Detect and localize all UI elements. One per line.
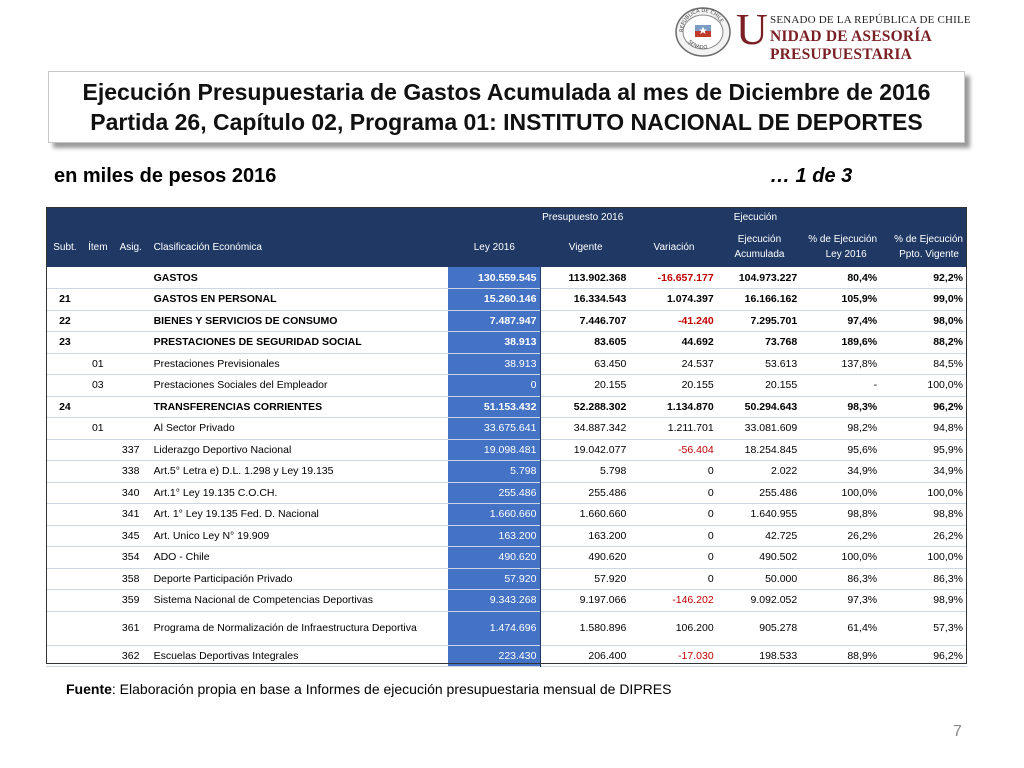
cell-vigente: 7.446.707: [579, 314, 627, 327]
cell-asig: 340: [121, 486, 140, 499]
cell-clasificacion: Al Sector Privado: [153, 422, 235, 435]
col-ley: Ley 2016: [448, 227, 541, 267]
table-body: [46, 267, 967, 667]
cell-item: [84, 525, 112, 547]
cell-ejecucion: 50.294.643: [744, 400, 798, 413]
cell-clasificacion: Deporte Participación Privado: [153, 572, 293, 585]
cell-asig: [112, 332, 150, 354]
cell-variacion: 1.074.397: [666, 293, 714, 306]
cell-ley: 1.660.660: [448, 504, 541, 526]
cell-item: [84, 332, 112, 354]
cell-variacion: -146.202: [672, 594, 714, 607]
cell-asig: 337: [121, 443, 140, 456]
cell-vigente: 19.042.077: [573, 443, 627, 456]
cell-subt: [46, 590, 84, 612]
cell-vigente: 20.155: [594, 379, 627, 392]
seal-top-text: REPÚBLICA DE CHILE: [678, 7, 725, 33]
cell-ley: 130.559.545: [448, 267, 541, 289]
col-pct-ley-line2: Ley 2016: [825, 249, 867, 260]
cell-pct-ley: 97,4%: [847, 314, 878, 327]
cell-ley: 223.430: [448, 645, 541, 667]
cell-clasificacion: Sistema Nacional de Competencias Deportivas: [153, 594, 374, 607]
cell-item: [84, 439, 112, 461]
cell-pct-vigente: 92,2%: [933, 271, 963, 284]
cell-ejecucion: 33.081.609: [744, 422, 798, 435]
cell-variacion: 44.692: [681, 336, 714, 349]
page-indicator: … 1 de 3: [770, 165, 853, 187]
cell-asig: 361: [121, 622, 140, 634]
cell-clasificacion: Art. Unico Ley N° 19.909: [153, 529, 270, 542]
table-row: [46, 547, 967, 569]
table-row: [46, 353, 967, 375]
cell-ejecucion: 50.000: [765, 572, 798, 585]
cell-asig: [112, 396, 150, 418]
cell-ley: 7.487.947: [448, 310, 541, 332]
cell-ley: 1.474.696: [448, 611, 541, 645]
col-variacion: Variación: [630, 227, 717, 267]
cell-subt: [46, 482, 84, 504]
cell-ejecucion: 42.725: [765, 529, 798, 542]
cell-pct-ley: 105,9%: [841, 293, 878, 306]
cell-clasificacion: Prestaciones Sociales del Empleador: [153, 379, 328, 392]
cell-ley: 490.620: [448, 547, 541, 569]
col-item: Ítem: [84, 227, 112, 267]
title-box: [48, 71, 965, 143]
cell-pct-vigente: 57,3%: [933, 622, 963, 634]
cell-subt: [46, 461, 84, 483]
cell-item: [84, 310, 112, 332]
cell-variacion: 0: [707, 486, 714, 499]
cell-clasificacion: Art.5° Letra e) D.L. 1.298 y Ley 19.135: [153, 465, 334, 478]
table-row: [46, 289, 967, 311]
cell-clasificacion: Art.1° Ley 19.135 C.O.CH.: [153, 486, 278, 499]
cell-asig: 358: [121, 572, 140, 585]
cell-pct-ley: 95,6%: [847, 443, 878, 456]
cell-pct-vigente: 100,0%: [927, 486, 963, 499]
cell-vigente: 63.450: [594, 357, 627, 370]
cell-asig: 354: [121, 551, 140, 564]
cell-clasificacion: Escuelas Deportivas Integrales: [153, 649, 299, 662]
table-row: [46, 375, 967, 397]
cell-pct-ley: 80,4%: [847, 271, 878, 284]
cell-item: [84, 289, 112, 311]
units-subtitle: en miles de pesos 2016: [54, 165, 277, 187]
cell-ejecucion: 490.502: [759, 551, 798, 564]
cell-pct-ley: 88,9%: [847, 649, 878, 662]
cell-variacion: -41.240: [678, 314, 714, 327]
cell-clasificacion: Programa de Normalización de Infraestructura Deportiva: [153, 621, 417, 634]
cell-item: [84, 645, 112, 667]
title-line-2: Partida 26, Capítulo 02, Programa 01: INSTITUTO NACIONAL DE DEPORTES: [90, 109, 923, 135]
cell-item: 01: [91, 422, 104, 435]
col-pct-vigente: [881, 227, 967, 267]
cell-vigente: 490.620: [588, 551, 627, 564]
cell-item: [84, 396, 112, 418]
cell-vigente: 16.334.543: [573, 293, 627, 306]
cell-vigente: 5.798: [600, 465, 627, 478]
table-row: [46, 418, 967, 440]
cell-pct-vigente: 88,2%: [933, 336, 963, 349]
cell-asig: [112, 418, 150, 440]
cell-pct-vigente: 84,5%: [933, 357, 963, 370]
col-pct-ley: [801, 227, 881, 267]
source-label: Fuente: [66, 681, 112, 697]
cell-variacion: 1.211.701: [667, 422, 714, 435]
cell-pct-vigente: 34,9%: [933, 465, 963, 478]
cell-ejecucion: 2.022: [770, 465, 798, 478]
senate-seal-icon: [674, 6, 732, 58]
cell-ley: 163.200: [448, 525, 541, 547]
table-group-header: [46, 207, 967, 227]
cell-ley: 57.920: [448, 568, 541, 590]
table-row: [46, 645, 967, 667]
cell-pct-ley: 100,0%: [841, 486, 878, 499]
col-ejec-line2: Acumulada: [734, 249, 785, 260]
cell-pct-vigente: 98,0%: [933, 314, 963, 327]
cell-pct-vigente: 99,0%: [933, 293, 963, 306]
cell-subt: [46, 267, 84, 289]
cell-pct-ley: 100,0%: [841, 551, 878, 564]
cell-pct-ley: 98,3%: [847, 400, 878, 413]
cell-item: [84, 547, 112, 569]
cell-pct-vigente: 98,9%: [933, 594, 963, 607]
col-ejecucion-acumulada: [718, 227, 802, 267]
cell-vigente: 113.902.368: [568, 271, 627, 284]
cell-clasificacion: PRESTACIONES DE SEGURIDAD SOCIAL: [153, 336, 362, 349]
cell-item: [84, 504, 112, 526]
cell-subt: [46, 439, 84, 461]
table-row: [46, 568, 967, 590]
col-pct-vig-line2: Ppto. Vigente: [899, 249, 959, 260]
col-clasificacion: Clasificación Económica: [150, 227, 448, 267]
cell-ejecucion: 905.278: [759, 622, 798, 634]
cell-subt: 24: [59, 400, 71, 413]
cell-variacion: 0: [707, 572, 714, 585]
cell-variacion: 0: [707, 551, 714, 564]
col-pct-ley-line1: % de Ejecución: [808, 234, 878, 245]
cell-ejecucion: 16.166.162: [744, 293, 798, 306]
cell-clasificacion: Liderazgo Deportivo Nacional: [153, 443, 292, 456]
table-row: [46, 590, 967, 612]
cell-ley: 19.098.481: [448, 439, 541, 461]
cell-pct-ley: 86,3%: [847, 572, 878, 585]
cell-subt: 21: [59, 293, 71, 306]
cell-item: [84, 482, 112, 504]
cell-vigente: 206.400: [588, 649, 627, 662]
cell-subt: 23: [59, 336, 71, 349]
cell-clasificacion: GASTOS: [153, 271, 198, 284]
cell-item: 03: [91, 379, 104, 392]
title-line-1: Ejecución Presupuestaria de Gastos Acumulada al mes de Diciembre de 2016: [82, 79, 931, 105]
cell-pct-ley: 189,6%: [841, 336, 878, 349]
cell-asig: 341: [121, 508, 140, 521]
group-presupuesto: Presupuesto 2016: [448, 207, 718, 227]
table-row: [46, 396, 967, 418]
cell-clasificacion: BIENES Y SERVICIOS DE CONSUMO: [153, 314, 338, 327]
brand-initial: U: [736, 5, 768, 54]
table-row: [46, 332, 967, 354]
cell-subt: [46, 353, 84, 375]
cell-asig: [112, 310, 150, 332]
cell-ejecucion: 73.768: [765, 336, 798, 349]
cell-subt: [46, 504, 84, 526]
cell-ejecucion: 1.640.955: [750, 508, 798, 521]
cell-vigente: 83.605: [594, 336, 627, 349]
cell-ejecucion: 104.973.227: [738, 271, 798, 284]
cell-asig: 345: [121, 529, 140, 542]
table-row: [46, 439, 967, 461]
cell-ley: 38.913: [448, 353, 541, 375]
cell-vigente: 255.486: [588, 486, 627, 499]
cell-ley: 38.913: [448, 332, 541, 354]
cell-variacion: 24.537: [681, 357, 714, 370]
cell-item: [84, 568, 112, 590]
cell-pct-ley: 98,2%: [847, 422, 878, 435]
cell-variacion: 106.200: [675, 622, 714, 634]
table-row: [46, 611, 967, 645]
cell-item: [84, 267, 112, 289]
cell-subt: [46, 525, 84, 547]
cell-ejecucion: 9.092.052: [750, 594, 798, 607]
cell-pct-ley: 137,8%: [841, 357, 878, 370]
col-pct-vig-line1: % de Ejecución: [894, 234, 963, 245]
cell-ejecucion: 18.254.845: [744, 443, 798, 456]
cell-asig: [112, 267, 150, 289]
cell-item: [84, 590, 112, 612]
source-text: : Elaboración propia en base a Informes de ejecución presupuestaria mensual de DIPRES: [111, 681, 672, 697]
cell-subt: [46, 547, 84, 569]
senate-logo: [672, 5, 1017, 63]
col-ejec-line1: Ejecución: [737, 234, 782, 245]
cell-ejecucion: 20.155: [765, 379, 798, 392]
cell-subt: [46, 418, 84, 440]
cell-pct-vigente: 100,0%: [927, 379, 963, 392]
table-row: [46, 504, 967, 526]
cell-pct-ley: 98,8%: [847, 508, 878, 521]
cell-pct-ley: 61,4%: [847, 622, 878, 634]
cell-ejecucion: 198.533: [759, 649, 798, 662]
cell-clasificacion: Prestaciones Previsionales: [153, 357, 280, 370]
cell-pct-vigente: 94,8%: [933, 422, 963, 435]
cell-subt: [46, 568, 84, 590]
cell-asig: [112, 289, 150, 311]
cell-subt: [46, 645, 84, 667]
cell-variacion: 20.155: [681, 379, 714, 392]
cell-clasificacion: GASTOS EN PERSONAL: [153, 293, 277, 306]
cell-vigente: 1.660.660: [579, 508, 627, 521]
cell-ejecucion: 53.613: [765, 357, 798, 370]
cell-pct-ley: 97,3%: [847, 594, 878, 607]
cell-vigente: 57.920: [594, 572, 627, 585]
cell-variacion: -16.657.177: [657, 271, 714, 284]
col-vigente: Vigente: [541, 227, 630, 267]
cell-ley: 0: [448, 375, 541, 397]
cell-item: [84, 611, 112, 645]
cell-ley: 5.798: [448, 461, 541, 483]
col-subt: Subt.: [46, 227, 84, 267]
cell-ley: 33.675.641: [448, 418, 541, 440]
budget-table: [46, 207, 967, 667]
cell-subt: [46, 375, 84, 397]
cell-clasificacion: ADO - Chile: [153, 551, 210, 564]
cell-ejecucion: 255.486: [759, 486, 798, 499]
cell-vigente: 1.580.896: [579, 622, 627, 634]
source-note: [66, 681, 671, 697]
brand-unit-text: NIDAD DE ASESORÍA PRESUPUESTARIA: [770, 28, 932, 63]
cell-asig: 338: [121, 465, 140, 478]
cell-pct-ley: -: [873, 379, 878, 392]
col-asig: Asig.: [112, 227, 150, 267]
cell-subt: [46, 611, 84, 645]
cell-ley: 15.260.146: [448, 289, 541, 311]
cell-clasificacion: Art. 1° Ley 19.135 Fed. D. Nacional: [153, 508, 319, 521]
cell-subt: 22: [59, 314, 71, 327]
table-row: [46, 482, 967, 504]
cell-pct-vigente: 26,2%: [933, 529, 963, 542]
cell-asig: [112, 353, 150, 375]
cell-variacion: -17.030: [678, 649, 714, 662]
cell-asig: 362: [121, 649, 140, 662]
group-ejecucion: Ejecución: [718, 207, 967, 227]
cell-variacion: 0: [707, 529, 714, 542]
cell-variacion: 0: [707, 508, 714, 521]
cell-pct-vigente: 95,9%: [933, 443, 963, 456]
cell-item: 01: [91, 357, 104, 370]
table-row: [46, 267, 967, 289]
cell-pct-vigente: 96,2%: [933, 400, 963, 413]
cell-pct-vigente: 86,3%: [933, 572, 963, 585]
cell-ley: 9.343.268: [448, 590, 541, 612]
table-row: [46, 525, 967, 547]
cell-vigente: 163.200: [588, 529, 627, 542]
cell-pct-vigente: 96,2%: [933, 649, 963, 662]
table-row: [46, 461, 967, 483]
cell-pct-ley: 26,2%: [847, 529, 878, 542]
cell-item: [84, 461, 112, 483]
page-number: 7: [953, 723, 962, 740]
cell-asig: 359: [121, 594, 140, 607]
cell-ley: 255.486: [448, 482, 541, 504]
cell-asig: [112, 375, 150, 397]
seal-bottom-text: SENADO: [686, 39, 708, 51]
cell-ejecucion: 7.295.701: [750, 314, 798, 327]
cell-vigente: 52.288.302: [573, 400, 627, 413]
cell-vigente: 34.887.342: [573, 422, 627, 435]
table-column-header: [46, 227, 967, 267]
cell-variacion: 0: [707, 465, 714, 478]
brand-senate-text: SENADO DE LA REPÚBLICA DE CHILE: [770, 14, 971, 26]
cell-ley: 51.153.432: [448, 396, 541, 418]
table-row: [46, 310, 967, 332]
cell-clasificacion: TRANSFERENCIAS CORRIENTES: [153, 400, 323, 413]
cell-pct-vigente: 98,8%: [933, 508, 963, 521]
cell-variacion: 1.134.870: [666, 400, 714, 413]
cell-pct-ley: 34,9%: [847, 465, 878, 478]
cell-vigente: 9.197.066: [579, 594, 627, 607]
cell-variacion: -56.404: [678, 443, 714, 456]
cell-pct-vigente: 100,0%: [927, 551, 963, 564]
